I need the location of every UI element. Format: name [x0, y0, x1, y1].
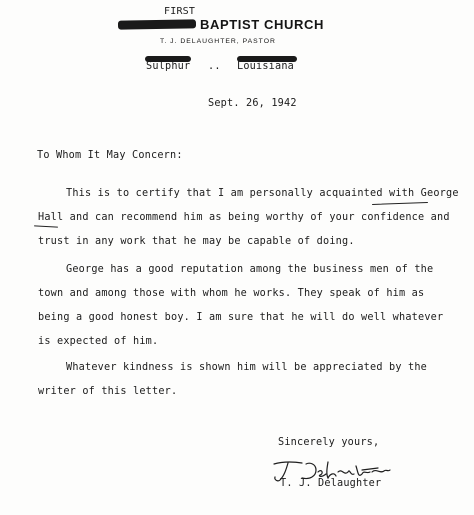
letterhead-state: Louisiana	[237, 61, 295, 72]
paragraph-line: trust in any work that he may be capable of doing.	[38, 236, 355, 247]
signer-typed-name: T. J. Delaughter	[280, 478, 382, 489]
letterhead-inserted-word: FIRST	[164, 6, 196, 17]
closing: Sincerely yours,	[278, 437, 380, 448]
body-paragraph	[38, 356, 458, 404]
paragraph-line: Hall and can recommend him as being worthy of your confidence and	[38, 212, 450, 223]
letterhead-pastor: T. J. DELAUGHTER, PASTOR	[160, 38, 276, 45]
paragraph-line: is expected of him.	[38, 336, 159, 347]
paragraph-line: George has a good reputation among the business men of the	[66, 264, 434, 275]
letterhead-struck-word	[118, 19, 196, 29]
letterhead-church-name: BAPTIST CHURCH	[200, 17, 324, 32]
paragraph-line: This is to certify that I am personally acquainted with George	[66, 188, 459, 199]
body-paragraph	[38, 182, 458, 254]
letterhead-separator: ..	[208, 61, 221, 72]
letterhead-town: Sulphur	[146, 61, 191, 72]
paragraph-line: writer of this letter.	[38, 386, 178, 397]
letter-date: Sept. 26, 1942	[208, 98, 297, 109]
body-paragraph	[38, 258, 458, 354]
paragraph-line: Whatever kindness is shown him will be appreciated by the	[66, 362, 428, 373]
paragraph-line: town and among those with whom he works. They speak of him as	[38, 288, 425, 299]
salutation: To Whom It May Concern:	[37, 150, 183, 161]
paragraph-line: being a good honest boy. I am sure that he will do well whatever	[38, 312, 444, 323]
